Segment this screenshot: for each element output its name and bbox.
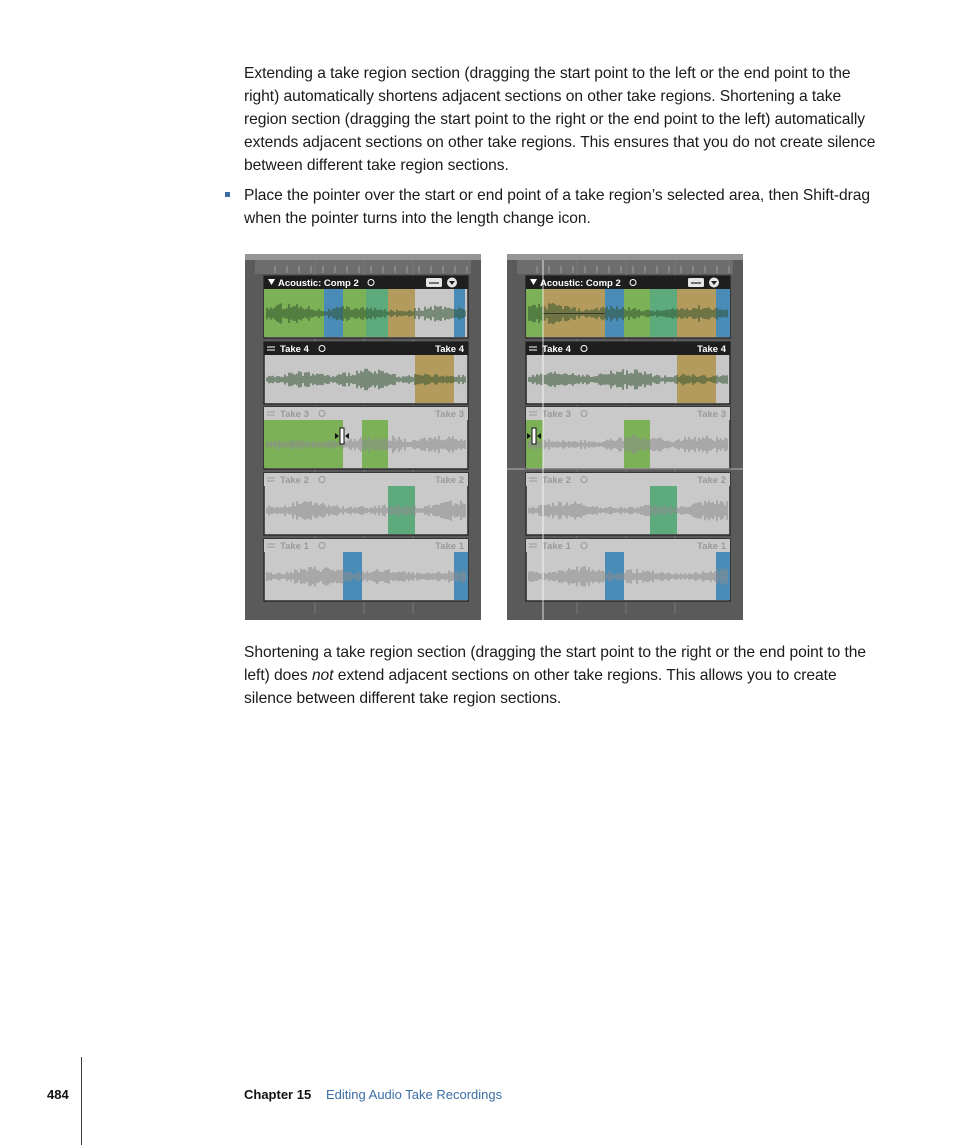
take-right-label: Take 3	[697, 409, 726, 420]
take-right-label: Take 4	[697, 344, 726, 355]
figure-take-regions-before	[245, 254, 481, 620]
para2-emphasis: not	[311, 667, 334, 684]
panel-top-fade	[507, 254, 743, 260]
comp-label: Acoustic: Comp 2	[540, 278, 621, 289]
panel-top-fade	[245, 254, 481, 260]
take-right-label: Take 1	[435, 541, 464, 552]
take-left-label: Take 3	[280, 409, 309, 420]
take-region[interactable]	[264, 342, 468, 404]
comp-take-folder[interactable]	[264, 276, 468, 338]
take-left-label: Take 1	[280, 541, 309, 552]
bullet-item-shift-drag: Place the pointer over the start or end point of a take region’s selected area, then Shift-drag when the pointer turns into the length change icon.	[244, 187, 871, 227]
take-right-label: Take 3	[435, 409, 464, 420]
take-right-label: Take 2	[697, 475, 726, 486]
take-right-label: Take 2	[435, 475, 464, 486]
footer-chapter: Chapter 15	[244, 1087, 312, 1102]
take-region[interactable]	[526, 539, 730, 601]
footer-divider	[81, 1057, 82, 1145]
take-region[interactable]	[526, 473, 730, 535]
take-regions-screenshot-after	[507, 254, 743, 620]
body-paragraph-1: Extending a take region section (dragging the start point to the left or the end point to the right) automatically shortens adjacent sections on other take regions. Shortening a take region section (dragging the start point to the right or the end point to the left) automatically extends adjacent sections on other take regions. This ensures that you do not create silence between different take region sections.	[244, 65, 876, 174]
take-regions-screenshot-before	[245, 254, 481, 620]
take-left-label: Take 2	[280, 475, 309, 486]
take-left-label: Take 2	[542, 475, 571, 486]
comp-take-folder[interactable]	[526, 276, 730, 338]
take-region[interactable]	[264, 539, 468, 601]
body-paragraph-2	[244, 641, 876, 710]
take-left-label: Take 4	[280, 344, 309, 355]
take-region[interactable]	[264, 473, 468, 535]
take-region[interactable]	[526, 407, 730, 469]
cursor-bar	[340, 428, 344, 444]
take-right-label: Take 4	[435, 344, 464, 355]
take-right-label: Take 1	[697, 541, 726, 552]
para2-text-1: Shortening a take region section (dragging the start point to the right or the end point to the left) does	[244, 644, 867, 684]
comp-label: Acoustic: Comp 2	[278, 278, 359, 289]
take-left-label: Take 4	[542, 344, 571, 355]
take-region[interactable]	[264, 407, 468, 469]
take-region[interactable]	[526, 342, 730, 404]
bullet-icon	[225, 192, 230, 197]
take-left-label: Take 3	[542, 409, 571, 420]
figure-take-regions-after	[507, 254, 743, 620]
take-left-label: Take 1	[542, 541, 571, 552]
footer-chapter-title: Editing Audio Take Recordings	[326, 1087, 503, 1102]
page-number: 484	[47, 1087, 69, 1102]
para2-text-2: extend adjacent sections on other take regions. This allows you to create silence between different take region sections.	[244, 667, 837, 707]
cursor-bar	[532, 428, 536, 444]
